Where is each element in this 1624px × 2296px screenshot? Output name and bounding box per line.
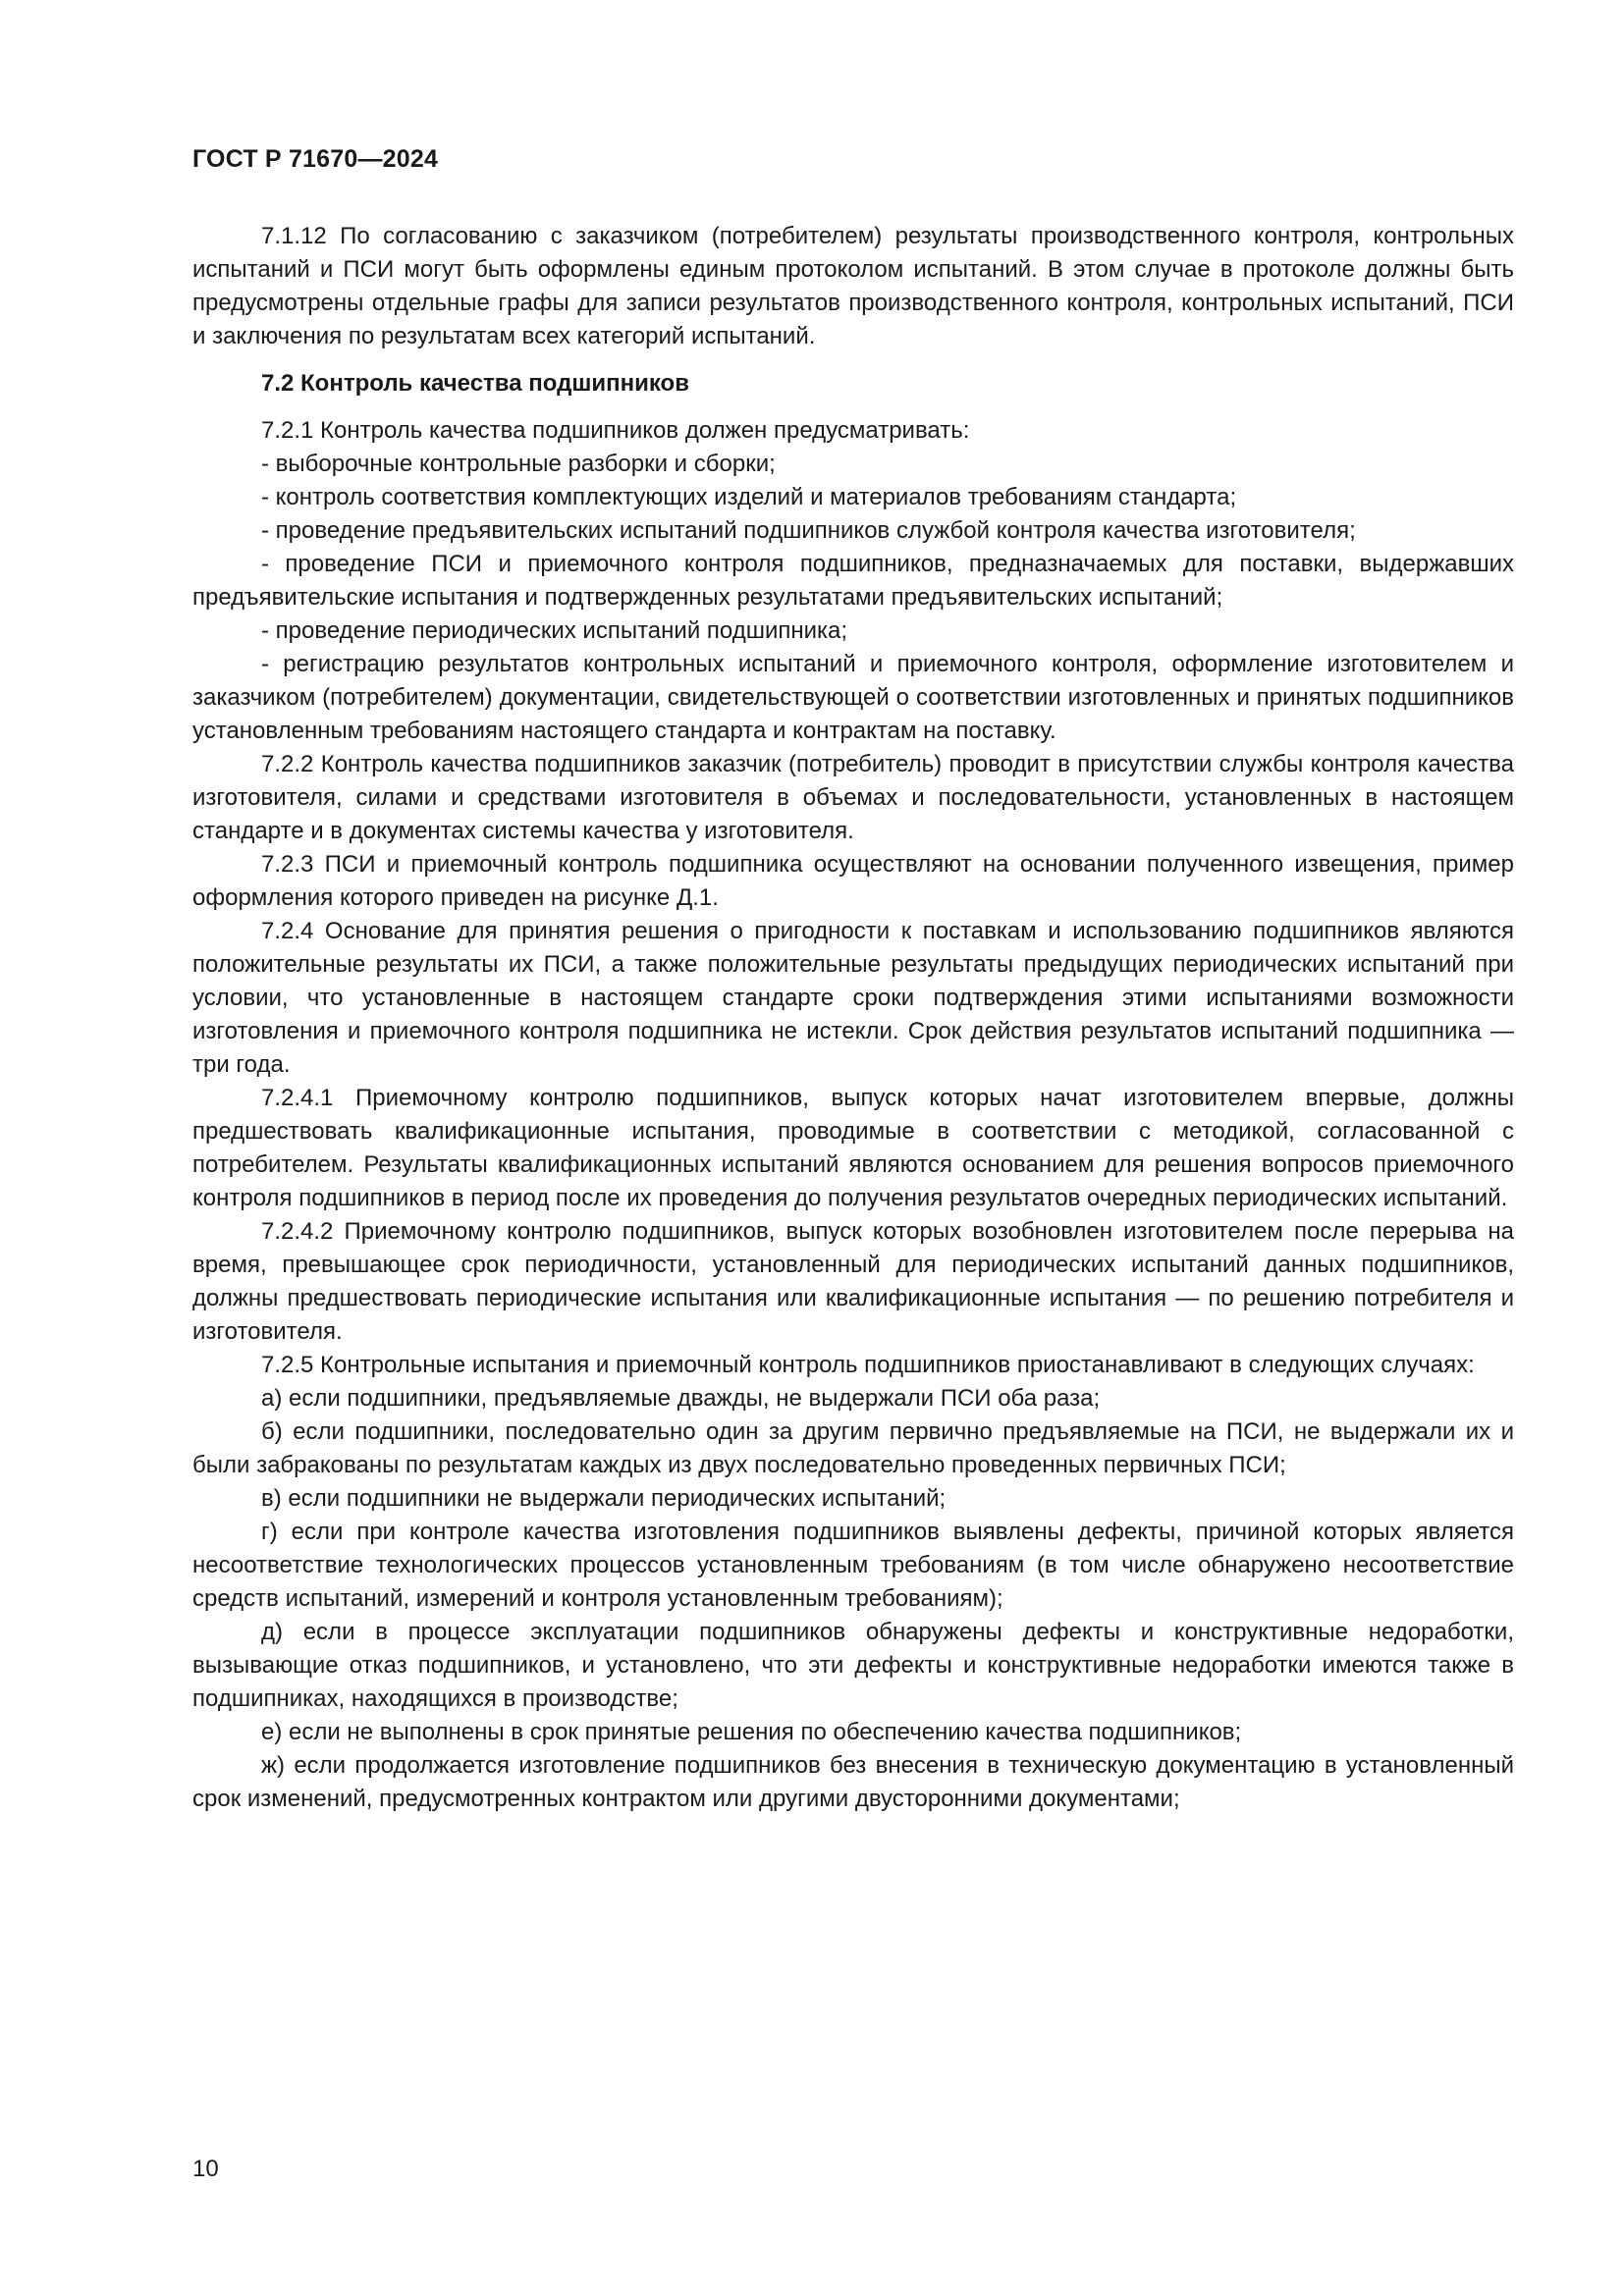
paragraph-7-2-1: 7.2.1 Контроль качества подшипников должен предусматривать: [261,417,970,444]
paragraph-7-2-4-1: 7.2.4.1 Приемочному контролю подшипников, выпуск которых начат изготовителем впервые, должны предшествовать квалификационные испытания, проводимые в соответствии с методикой, согласованной с потребителем. Результаты квалификационных испытаний являются основанием для решения вопросов приемочного контроля подшипников в период после их проведения до получения результатов очередных периодических испытаний. [192,1085,1514,1211]
page-number: 10 [192,2156,219,2182]
list-item: а) если подшипники, предъявляемые дважды, не выдержали ПСИ оба раза; [261,1385,1101,1412]
list-item: - проведение предъявительских испытаний подшипников службой контроля качества изготовителя; [261,517,1356,544]
paragraph-7-1-12: 7.1.12 По согласованию с заказчиком (потребителем) результаты производственного контроля, контрольных испытаний и ПСИ могут быть оформлены единым протоколом испытаний. В этом случае в протоколе должны быть предусмотрены отдельные графы для записи результатов производственного контроля, контрольных испытаний, ПСИ и заключения по результатам всех категорий испытаний. [192,223,1514,349]
list-item: - регистрацию результатов контрольных испытаний и приемочного контроля, оформление изготовителем и заказчиком (потребителем) документации, свидетельствующей о соответствии изготовленных и принятых подшипников установленным требованиям настоящего стандарта и контрактам на поставку. [192,651,1514,744]
paragraph-7-2-4-2: 7.2.4.2 Приемочному контролю подшипников, выпуск которых возобновлен изготовителем после перерыва на время, превышающее срок периодичности, установленный для периодических испытаний данных подшипников, должны предшествовать периодические испытания или квалификационные испытания — по решению потребителя и изготовителя. [192,1218,1514,1345]
list-item: - контроль соответствия комплектующих изделий и материалов требованиям стандарта; [261,484,1237,510]
list-item: в) если подшипники не выдержали периодических испытаний; [261,1485,947,1512]
list-item: - проведение ПСИ и приемочного контроля подшипников, предназначаемых для поставки, выдержавших предъявительские испытания и подтвержденных результатами предъявительских испытаний; [192,551,1514,611]
paragraph-7-2-5: 7.2.5 Контрольные испытания и приемочный контроль подшипников приостанавливают в следующих случаях: [261,1352,1475,1378]
list-item: б) если подшипники, последовательно один за другим первично предъявляемые на ПСИ, не выдержали их и были забракованы по результатам каждых из двух последовательно проведенных первичных ПСИ; [192,1418,1514,1478]
paragraph-7-2-4: 7.2.4 Основание для принятия решения о пригодности к поставкам и использованию подшипников являются положительные результаты их ПСИ, а также положительные результаты предыдущих периодических испытаний при условии, что установленные в настоящем стандарте сроки подтверждения этими испытаниями возможности изготовления и приемочного контроля подшипника не истекли. Срок действия результатов испытаний подшипника — три года. [192,918,1514,1078]
list-item: ж) если продолжается изготовление подшипников без внесения в техническую документацию в установленный срок изменений, предусмотренных контрактом или другими двусторонними документами; [192,1752,1514,1812]
list-item: - проведение периодических испытаний подшипника; [261,617,848,644]
document-body [192,220,1514,1816]
list-item: - выборочные контрольные разборки и сборки; [261,451,776,477]
list-item: е) если не выполнены в срок принятые решения по обеспечению качества подшипников; [261,1719,1242,1745]
list-item: д) если в процессе эксплуатации подшипников обнаружены дефекты и конструктивные недоработки, вызывающие отказ подшипников, и установлено, что эти дефекты и конструктивные недоработки имеются также в подшипниках, находящихся в производстве; [192,1619,1514,1712]
list-item: г) если при контроле качества изготовления подшипников выявлены дефекты, причиной которых является несоответствие технологических процессов установленным требованиям (в том числе обнаружено несоответствие средств испытаний, измерений и контроля установленным требованиям); [192,1519,1514,1612]
section-heading-7-2: 7.2 Контроль качества подшипников [261,370,689,397]
paragraph-7-2-2: 7.2.2 Контроль качества подшипников заказчик (потребитель) проводит в присутствии службы контроля качества изготовителя, силами и средствами изготовителя в объемах и последовательности, установленных в настоящем стандарте и в документах системы качества у изготовителя. [192,751,1514,844]
document-header: ГОСТ Р 71670—2024 [192,145,439,173]
paragraph-7-2-3: 7.2.3 ПСИ и приемочный контроль подшипника осуществляют на основании полученного извещения, пример оформления которого приведен на рисунке Д.1. [192,851,1514,911]
